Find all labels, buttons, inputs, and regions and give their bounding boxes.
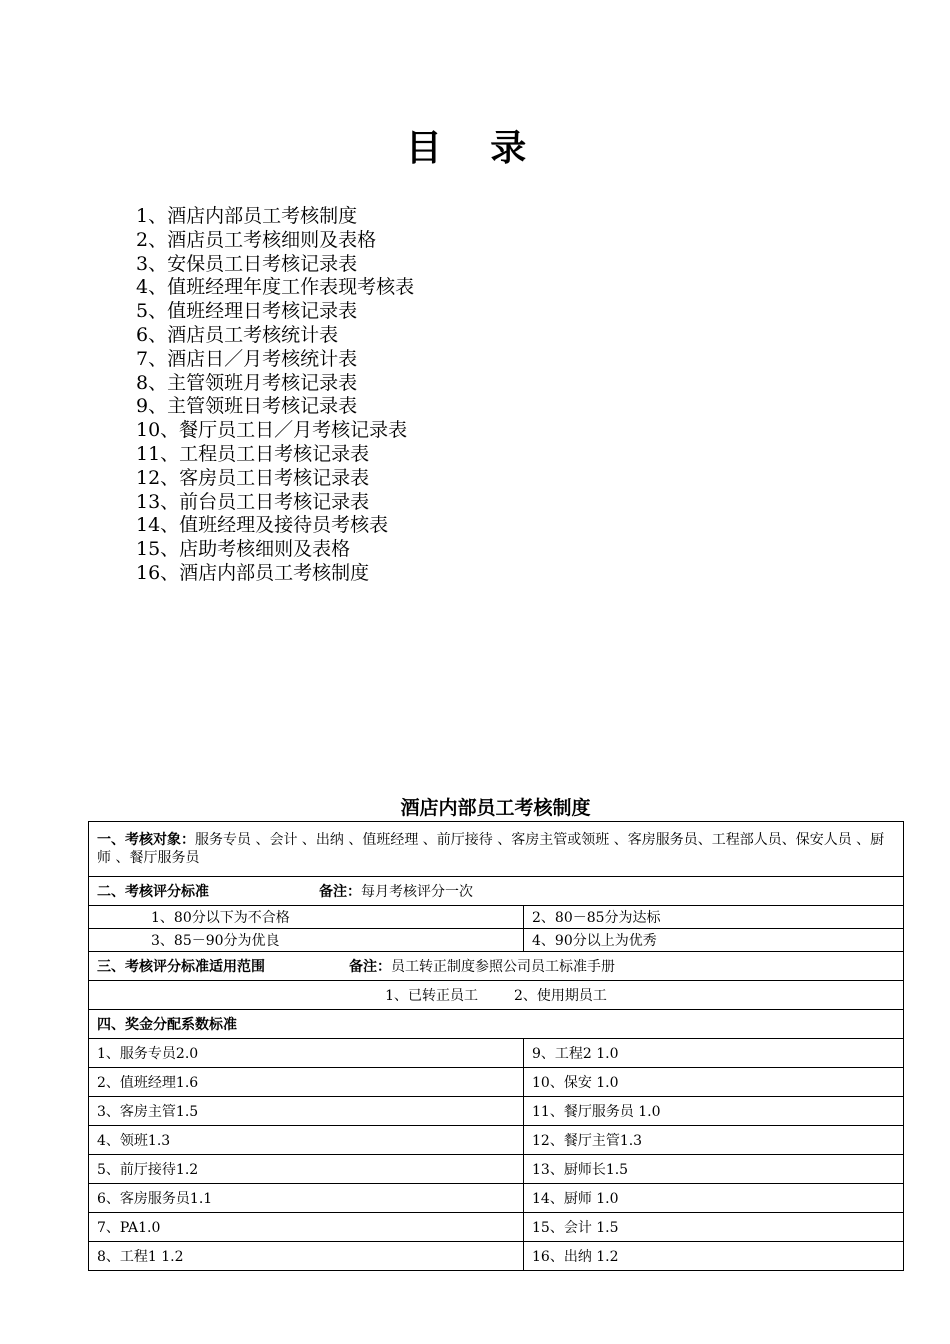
bonus-cell: 5、前厅接待1.2 <box>89 1155 524 1184</box>
toc-list <box>136 205 414 586</box>
table-row <box>89 1126 904 1155</box>
table-row <box>89 1010 904 1039</box>
scope-item: 2、使用期员工 <box>514 988 607 1004</box>
toc-item: 7、酒店日／月考核统计表 <box>136 347 358 370</box>
toc-item: 12、客房员工日考核记录表 <box>136 466 370 489</box>
section-text: 服务专员 、会计 、出纳 、值班经理 、前厅接待 、客房主管或领班 、客房服务员、工程部人员、保安人员 、厨师 、餐厅服务员 <box>97 832 885 866</box>
scope-header-cell <box>89 952 904 981</box>
table-row <box>89 1097 904 1126</box>
section-label: 四、奖金分配系数标准 <box>97 1017 237 1033</box>
toc-item: 3、安保员工日考核记录表 <box>136 252 358 275</box>
assessment-targets-cell <box>89 822 904 877</box>
toc-item: 5、值班经理日考核记录表 <box>136 300 358 323</box>
bonus-cell: 14、厨师 1.0 <box>524 1184 904 1213</box>
bonus-cell: 1、服务专员2.0 <box>89 1039 524 1068</box>
bonus-cell: 2、值班经理1.6 <box>89 1068 524 1097</box>
toc-item: 16、酒店内部员工考核制度 <box>136 561 370 584</box>
scope-values-cell <box>89 981 904 1010</box>
grade-cell: 1、80分以下为不合格 <box>89 906 524 929</box>
table-row <box>89 1068 904 1097</box>
toc-item: 6、酒店员工考核统计表 <box>136 323 339 346</box>
policy-title: 酒店内部员工考核制度 <box>400 797 591 819</box>
scoring-standard-cell <box>89 877 904 906</box>
grade-cell: 3、85－90分为优良 <box>89 929 524 952</box>
table-row <box>89 1184 904 1213</box>
grade-cell: 2、80－85分为达标 <box>524 906 904 929</box>
table-row <box>89 929 904 952</box>
toc-item: 4、值班经理年度工作表现考核表 <box>136 276 415 299</box>
bonus-cell: 10、保安 1.0 <box>524 1068 904 1097</box>
toc-item: 2、酒店员工考核细则及表格 <box>136 228 377 251</box>
bonus-cell: 4、领班1.3 <box>89 1126 524 1155</box>
policy-table <box>88 821 904 1271</box>
table-row <box>89 1155 904 1184</box>
bonus-cell: 13、厨师长1.5 <box>524 1155 904 1184</box>
note-label: 备注： <box>349 959 391 975</box>
toc-item: 9、主管领班日考核记录表 <box>136 395 358 418</box>
toc-title: 目 录 <box>405 127 545 169</box>
section-label: 一、考核对象： <box>97 832 195 848</box>
table-row <box>89 906 904 929</box>
section-label: 三、考核评分标准适用范围 <box>97 959 265 975</box>
bonus-cell: 8、工程1 1.2 <box>89 1242 524 1271</box>
toc-item: 14、值班经理及接待员考核表 <box>136 514 389 537</box>
toc-item: 11、工程员工日考核记录表 <box>136 442 370 465</box>
table-row <box>89 877 904 906</box>
section-label: 二、考核评分标准 <box>97 884 209 900</box>
table-row <box>89 981 904 1010</box>
bonus-cell: 15、会计 1.5 <box>524 1213 904 1242</box>
bonus-cell: 12、餐厅主管1.3 <box>524 1126 904 1155</box>
bonus-cell: 6、客房服务员1.1 <box>89 1184 524 1213</box>
toc-item: 1、酒店内部员工考核制度 <box>136 205 358 227</box>
bonus-header-cell <box>89 1010 904 1039</box>
table-row <box>89 822 904 877</box>
note-text: 每月考核评分一次 <box>361 884 473 900</box>
toc-item: 15、店助考核细则及表格 <box>136 538 351 561</box>
scope-item: 1、已转正员工 <box>385 988 478 1004</box>
grade-cell: 4、90分以上为优秀 <box>524 929 904 952</box>
bonus-cell: 3、客房主管1.5 <box>89 1097 524 1126</box>
toc-item: 10、餐厅员工日／月考核记录表 <box>136 419 408 442</box>
note-text: 员工转正制度参照公司员工标准手册 <box>391 959 615 975</box>
toc-item: 13、前台员工日考核记录表 <box>136 490 370 513</box>
table-row <box>89 952 904 981</box>
table-row <box>89 1213 904 1242</box>
bonus-cell: 9、工程2 1.0 <box>524 1039 904 1068</box>
bonus-cell: 11、餐厅服务员 1.0 <box>524 1097 904 1126</box>
table-row <box>89 1242 904 1271</box>
note-label: 备注： <box>319 884 361 900</box>
toc-item: 8、主管领班月考核记录表 <box>136 371 358 394</box>
bonus-cell: 16、出纳 1.2 <box>524 1242 904 1271</box>
table-row <box>89 1039 904 1068</box>
bonus-cell: 7、PA1.0 <box>89 1213 524 1242</box>
